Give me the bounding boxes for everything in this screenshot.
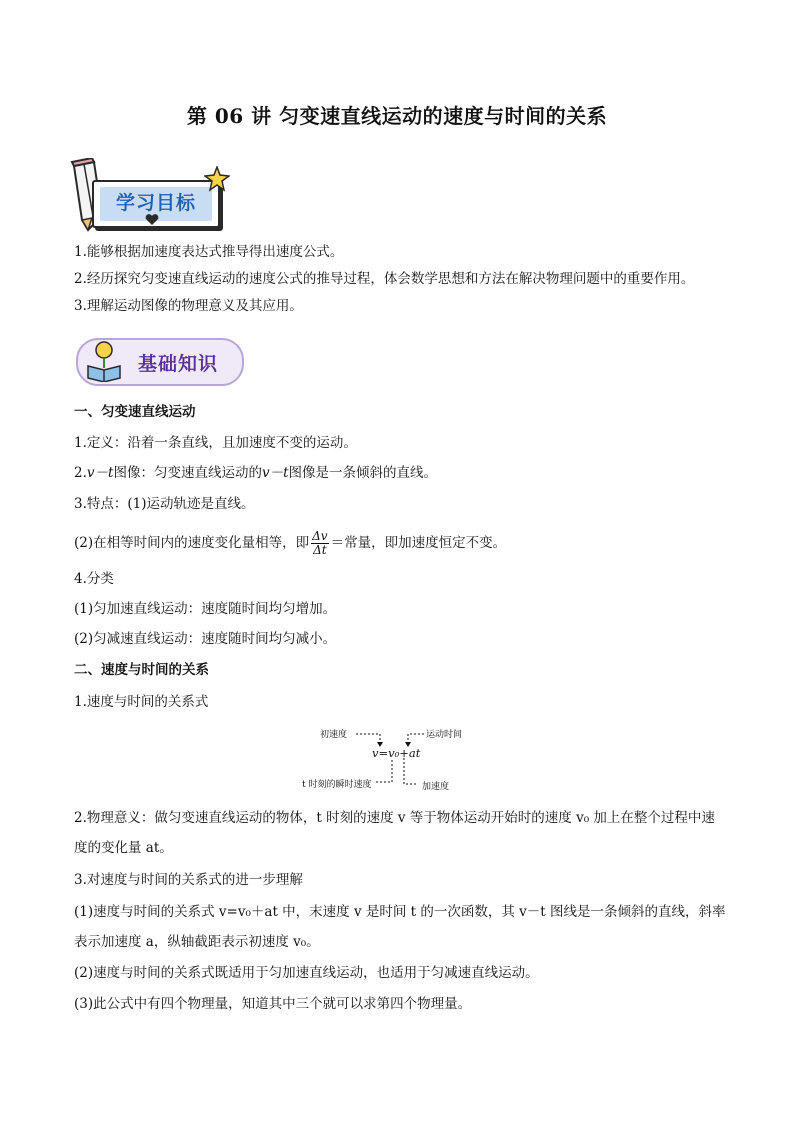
goal-item-1: 1.能够根据加速度表达式推导得出速度公式。: [74, 244, 344, 260]
feature-1-line: 3.特点：(1)运动轨迹是直线。: [74, 496, 255, 512]
arrow-acceleration: [404, 758, 418, 784]
diagram-label-initial-velocity: 初速度: [320, 730, 348, 740]
classification-heading: 4.分类: [74, 571, 114, 587]
section1-heading: 一、匀变速直线运动: [74, 404, 196, 420]
vt-middle: 图像：匀变速直线运动的: [113, 465, 262, 481]
vt-prefix: 2.: [74, 465, 87, 481]
arrow-instant-velocity: [376, 758, 392, 782]
feature-2-suffix: ＝常量，即加速度恒定不变。: [330, 535, 507, 551]
vt-symbol-2: v－t: [261, 465, 289, 481]
vt-graph-line: [74, 463, 437, 483]
heart-icon: [145, 214, 159, 226]
relation-item-1: 1.速度与时间的关系式: [74, 694, 209, 710]
diagram-label-instant-velocity: t 时刻的瞬时速度: [302, 780, 372, 790]
fraction-denominator: Δt: [313, 543, 327, 557]
vt-suffix: 图像是一条倾斜的直线。: [288, 465, 438, 481]
understanding-1-line-2: 表示加速度 a，纵轴截距表示初速度 v₀。: [74, 934, 320, 950]
diagram-label-acceleration: 加速度: [422, 782, 450, 792]
book-lightbulb-icon: [84, 338, 124, 382]
definition-line: 1.定义：沿着一条直线，且加速度不变的运动。: [74, 435, 357, 451]
feature-2-line: [74, 530, 506, 557]
delta-v-over-delta-t: [311, 530, 328, 557]
star-icon: [204, 166, 230, 192]
physical-meaning-line-1: 2.物理意义：做匀变速直线运动的物体，t 时刻的速度 v 等于物体运动开始时的速度 v₀ 加上在整个过程中速: [74, 810, 715, 826]
section2-heading: 二、速度与时间的关系: [74, 662, 209, 678]
understanding-heading: 3.对速度与时间的关系式的进一步理解: [74, 872, 303, 888]
classification-1: (1)匀加速直线运动：速度随时间均匀增加。: [74, 601, 337, 617]
understanding-1-line-1: (1)速度与时间的关系式 v=v₀＋at 中，末速度 v 是时间 t 的一次函数，其 v－t 图线是一条倾斜的直线，斜率: [74, 904, 726, 920]
classification-2: (2)匀减速直线运动：速度随时间均匀减小。: [74, 631, 337, 647]
understanding-2: (2)速度与时间的关系式既适用于匀加速直线运动，也适用于匀减速直线运动。: [74, 965, 539, 981]
goal-item-2: 2.经历探究匀变速直线运动的速度公式的推导过程，体会数学思想和方法在解决物理问题中的重要作用。: [74, 271, 695, 287]
vt-symbol: v－t: [86, 465, 114, 481]
feature-2-prefix: (2)在相等时间内的速度变化量相等，即: [74, 535, 310, 551]
page-title: 第 06 讲 匀变速直线运动的速度与时间的关系: [186, 104, 608, 128]
fraction-numerator: Δv: [312, 529, 328, 543]
goal-item-3: 3.理解运动图像的物理意义及其应用。: [74, 298, 303, 314]
velocity-formula: v=v₀+at: [372, 746, 421, 760]
basic-knowledge-label: 基础知识: [138, 353, 219, 375]
diagram-label-time: 运动时间: [426, 730, 463, 740]
understanding-3: (3)此公式中有四个物理量，知道其中三个就可以求第四个物理量。: [74, 996, 472, 1012]
arrow-initial-velocity: [356, 734, 380, 744]
learning-goals-label: 学习目标: [115, 192, 196, 214]
physical-meaning-line-2: 度的变化量 at。: [74, 840, 173, 856]
